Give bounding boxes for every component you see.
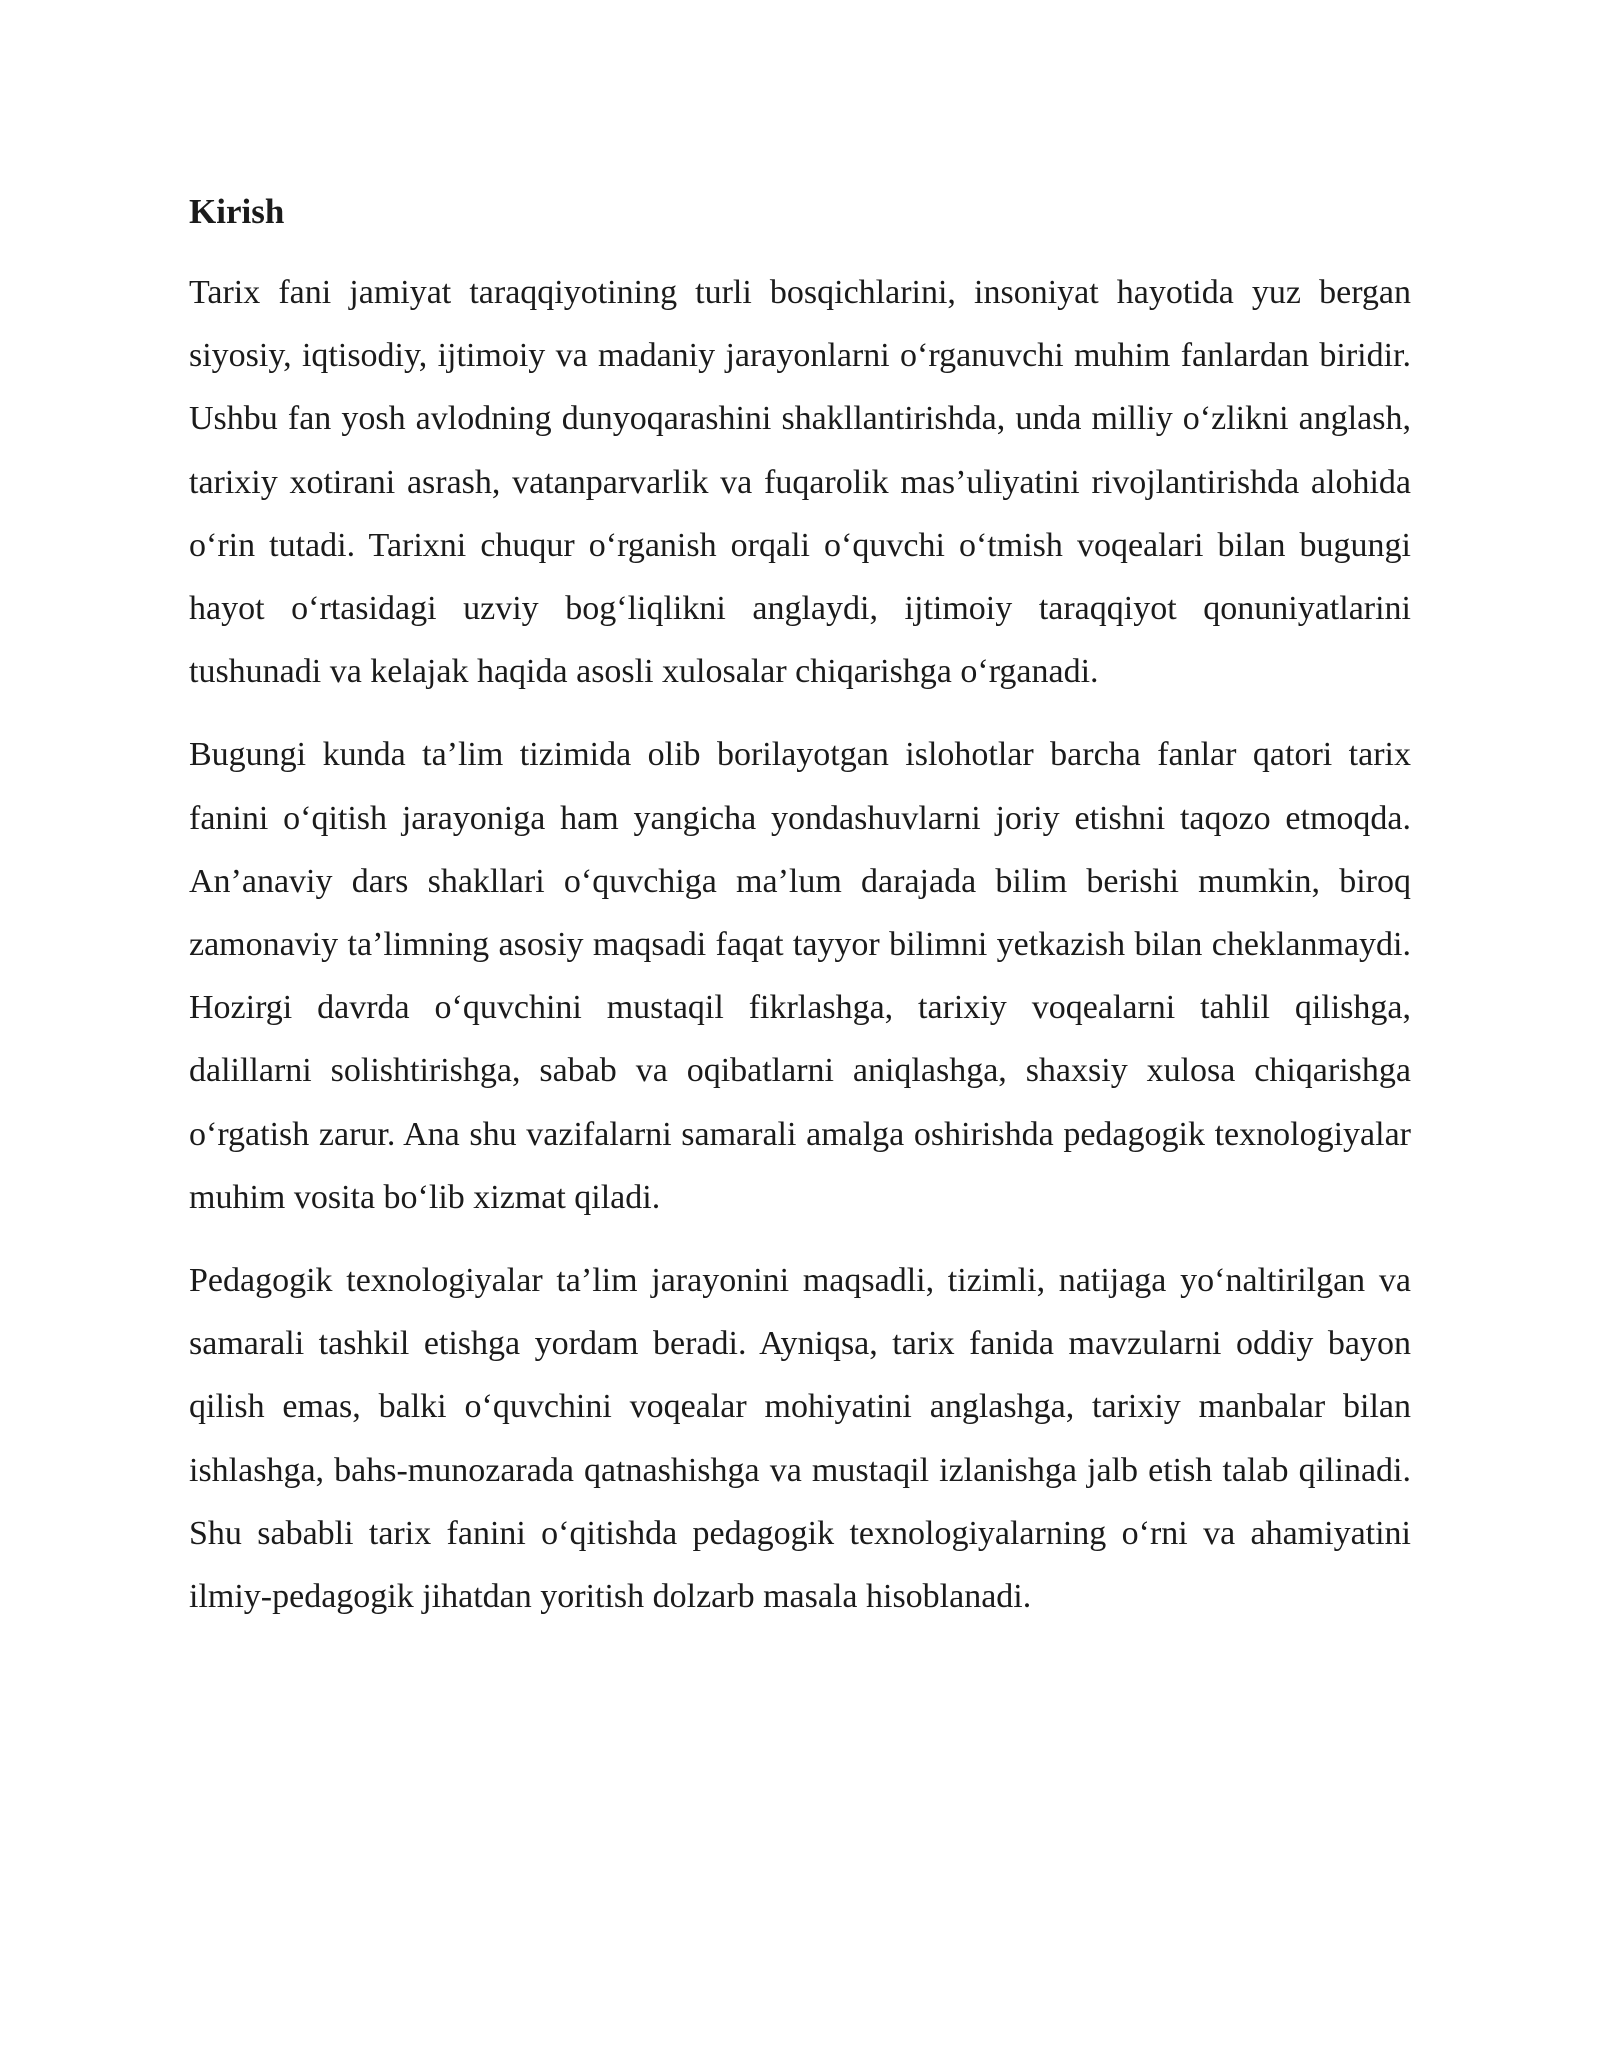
- document-page: [189, 180, 1411, 1648]
- section-heading: Kirish: [189, 192, 285, 231]
- paragraph-3: Pedagogik texnologiyalar ta’lim jarayonini maqsadli, tizimli, natijaga yo‘naltirilgan va samarali tashkil etishga yordam beradi. Ayniqsa, tarix fanida mavzularni oddiy bayon qilish emas, balki o‘quvchini voqealar mohiyatini anglashga, tarixiy manbalar bilan ishlashga, bahs-munozarada qatnashishga va mustaqil izlanishga jalb etish talab qilinadi. Shu sababli tarix fanini o‘qitishda pedagogik texnologiyalarning o‘rni va ahamiyatini ilmiy-pedagogik jihatdan yoritish dolzarb masala hisoblanadi.: [189, 1262, 1411, 1616]
- paragraph-2: Bugungi kunda ta’lim tizimida olib borilayotgan islohotlar barcha fanlar qatori tarix fanini o‘qitish jarayoniga ham yangicha yondashuvlarni joriy etishni taqozo etmoqda. An’anaviy dars shakllari o‘quvchiga ma’lum darajada bilim berishi mumkin, biroq zamonaviy ta’limning asosiy maqsadi faqat tayyor bilimni yetkazish bilan cheklanmaydi. Hozirgi davrda o‘quvchini mustaqil fikrlashga, tarixiy voqealarni tahlil qilishga, dalillarni solishtirishga, sabab va oqibatlarni aniqlashga, shaxsiy xulosa chiqarishga o‘rgatish zarur. Ana shu vazifalarni samarali amalga oshirishda pedagogik texnologiyalar muhim vosita bo‘lib xizmat qiladi.: [189, 736, 1411, 1216]
- paragraph-1: Tarix fani jamiyat taraqqiyotining turli bosqichlarini, insoniyat hayotida yuz bergan siyosiy, iqtisodiy, ijtimoiy va madaniy jarayonlarni o‘rganuvchi muhim fanlardan biridir. Ushbu fan yosh avlodning dunyoqarashini shakllantirishda, unda milliy o‘zlikni anglash, tarixiy xotirani asrash, vatanparvarlik va fuqarolik mas’uliyatini rivojlantirishda alohida o‘rin tutadi. Tarixni chuqur o‘rganish orqali o‘quvchi o‘tmish voqealari bilan bugungi hayot o‘rtasidagi uzviy bog‘liqlikni anglaydi, ijtimoiy taraqqiyot qonuniyatlarini tushunadi va kelajak haqida asosli xulosalar chiqarishga o‘rganadi.: [189, 274, 1411, 691]
